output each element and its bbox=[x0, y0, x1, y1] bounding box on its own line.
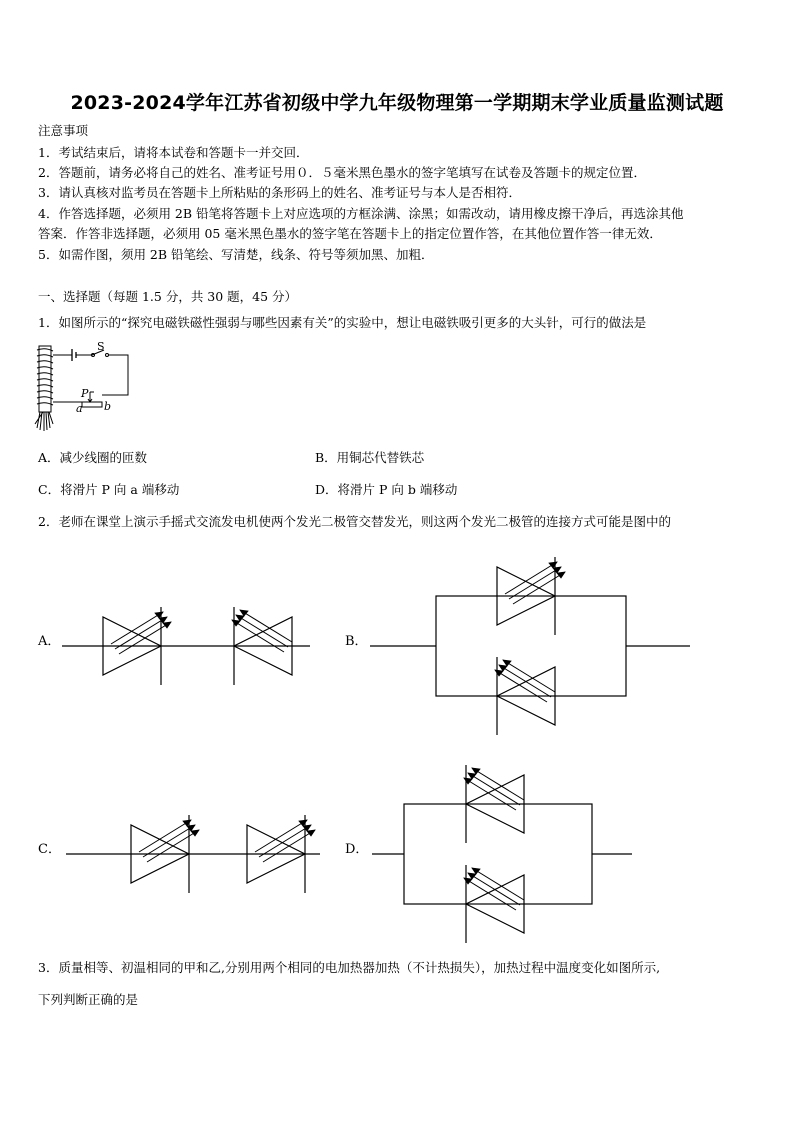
page-title: 2023-2024学年江苏省初级中学九年级物理第一学期期末学业质量监测试题 bbox=[70, 92, 724, 114]
q3-stem-line-1: 3．质量相等、初温相同的甲和乙,分别用两个相同的电加热器加热（不计热损失），加热过程中温度变化如图所示, bbox=[38, 960, 661, 975]
emission-arrow bbox=[111, 612, 163, 644]
q1-option-d[interactable]: D．将滑片 P 向 b 端移动 bbox=[315, 482, 458, 497]
emission-arrowhead bbox=[464, 778, 472, 784]
emission-arrow bbox=[503, 660, 555, 692]
emission-arrow bbox=[143, 825, 195, 857]
emission-arrow bbox=[236, 615, 288, 647]
notice-heading: 注意事项 bbox=[38, 123, 89, 138]
emission-arrowhead bbox=[495, 670, 503, 676]
switch-label: S bbox=[97, 340, 105, 353]
q1-option-c[interactable]: C．将滑片 P 向 a 端移动 bbox=[38, 482, 180, 497]
notice-item-1: 1．考试结束后，请将本试卷和答题卡一并交回． bbox=[38, 145, 309, 160]
notice-item-4: 4．作答选择题，必须用 2B 铅笔将答题卡上对应选项的方框涂满、涂黑；如需改动，请用橡皮擦干净后，再选涂其他 bbox=[38, 206, 684, 221]
emission-arrowhead bbox=[240, 610, 248, 616]
emission-arrowhead bbox=[499, 665, 507, 671]
emission-arrow bbox=[255, 820, 307, 852]
emission-arrow bbox=[139, 820, 191, 852]
emission-arrow bbox=[509, 567, 561, 599]
notice-item-2: 2．答题前，请务必将自己的姓名、准考证号用０．５毫米黑色墨水的签字笔填写在试卷及答题卡的规定位置． bbox=[38, 165, 646, 180]
emission-arrowhead bbox=[187, 825, 195, 831]
notice-item-3: 3．请认真核对监考员在答题卡上所粘贴的条形码上的姓名、准考证号与本人是否相符． bbox=[38, 185, 521, 200]
q2-stem: 2．老师在课堂上演示手摇式交流发电机使两个发光二极管交替发光，则这两个发光二极管的连接方式可能是图中的 bbox=[38, 514, 671, 529]
emission-arrowhead bbox=[183, 820, 191, 826]
section-heading: 一、选择题（每题 1.5 分，共 30 题，45 分） bbox=[38, 289, 298, 304]
q2-option-a-label[interactable]: A． bbox=[38, 634, 61, 649]
emission-arrowhead bbox=[307, 830, 315, 836]
q3-stem-line-2: 下列判断正确的是 bbox=[38, 992, 139, 1007]
q1-stem: 1．如图所示的“探究电磁铁磁性强弱与哪些因素有关”的实验中，想让电磁铁吸引更多的大头针，可行的做法是 bbox=[38, 315, 647, 330]
end-a-label: a bbox=[76, 402, 83, 415]
emission-arrow bbox=[147, 830, 199, 862]
emission-arrowhead bbox=[468, 773, 476, 779]
emission-arrowhead bbox=[236, 615, 244, 621]
emission-arrow bbox=[263, 830, 315, 862]
emission-arrow bbox=[513, 572, 565, 604]
emission-arrow bbox=[505, 562, 557, 594]
q1-option-b[interactable]: B．用铜芯代替铁芯 bbox=[315, 450, 425, 465]
q2-option-d-label[interactable]: D． bbox=[345, 842, 369, 857]
emission-arrowhead bbox=[472, 768, 480, 774]
emission-arrowhead bbox=[503, 660, 511, 666]
slider-label: P bbox=[81, 387, 89, 400]
parallel-wire-loop bbox=[436, 596, 626, 696]
emission-arrowhead bbox=[549, 562, 557, 568]
q2-option-b-label[interactable]: B． bbox=[345, 634, 368, 649]
emission-arrowhead bbox=[472, 868, 480, 874]
emission-arrowhead bbox=[155, 612, 163, 618]
emission-arrowhead bbox=[232, 620, 240, 626]
emission-arrow bbox=[472, 868, 524, 900]
q2-option-c-label[interactable]: C． bbox=[38, 842, 61, 857]
notice-item-4-cont: 答案．作答非选择题，必须用 05 毫米黑色墨水的签字笔在答题卡上的指定位置作答，在其他位置作答一律无效． bbox=[38, 226, 662, 241]
end-b-label: b bbox=[104, 400, 112, 413]
emission-arrow bbox=[240, 610, 292, 642]
notice-item-5: 5．如需作图，须用 2B 铅笔绘、写清楚，线条、符号等须加黑、加粗． bbox=[38, 247, 434, 262]
emission-arrowhead bbox=[468, 873, 476, 879]
emission-arrowhead bbox=[553, 567, 561, 573]
emission-arrow bbox=[119, 622, 171, 654]
emission-arrowhead bbox=[191, 830, 199, 836]
emission-arrowhead bbox=[557, 572, 565, 578]
emission-arrow bbox=[468, 873, 520, 905]
emission-arrow bbox=[499, 665, 551, 697]
emission-arrowhead bbox=[299, 820, 307, 826]
q1-option-a[interactable]: A．减少线圈的匝数 bbox=[38, 450, 148, 465]
emission-arrow bbox=[115, 617, 167, 649]
emission-arrow bbox=[468, 773, 520, 805]
emission-arrowhead bbox=[464, 878, 472, 884]
emission-arrowhead bbox=[159, 617, 167, 623]
emission-arrowhead bbox=[163, 622, 171, 628]
emission-arrow bbox=[259, 825, 311, 857]
parallel-wire-loop bbox=[404, 804, 592, 904]
emission-arrowhead bbox=[303, 825, 311, 831]
emission-arrow bbox=[472, 768, 524, 800]
